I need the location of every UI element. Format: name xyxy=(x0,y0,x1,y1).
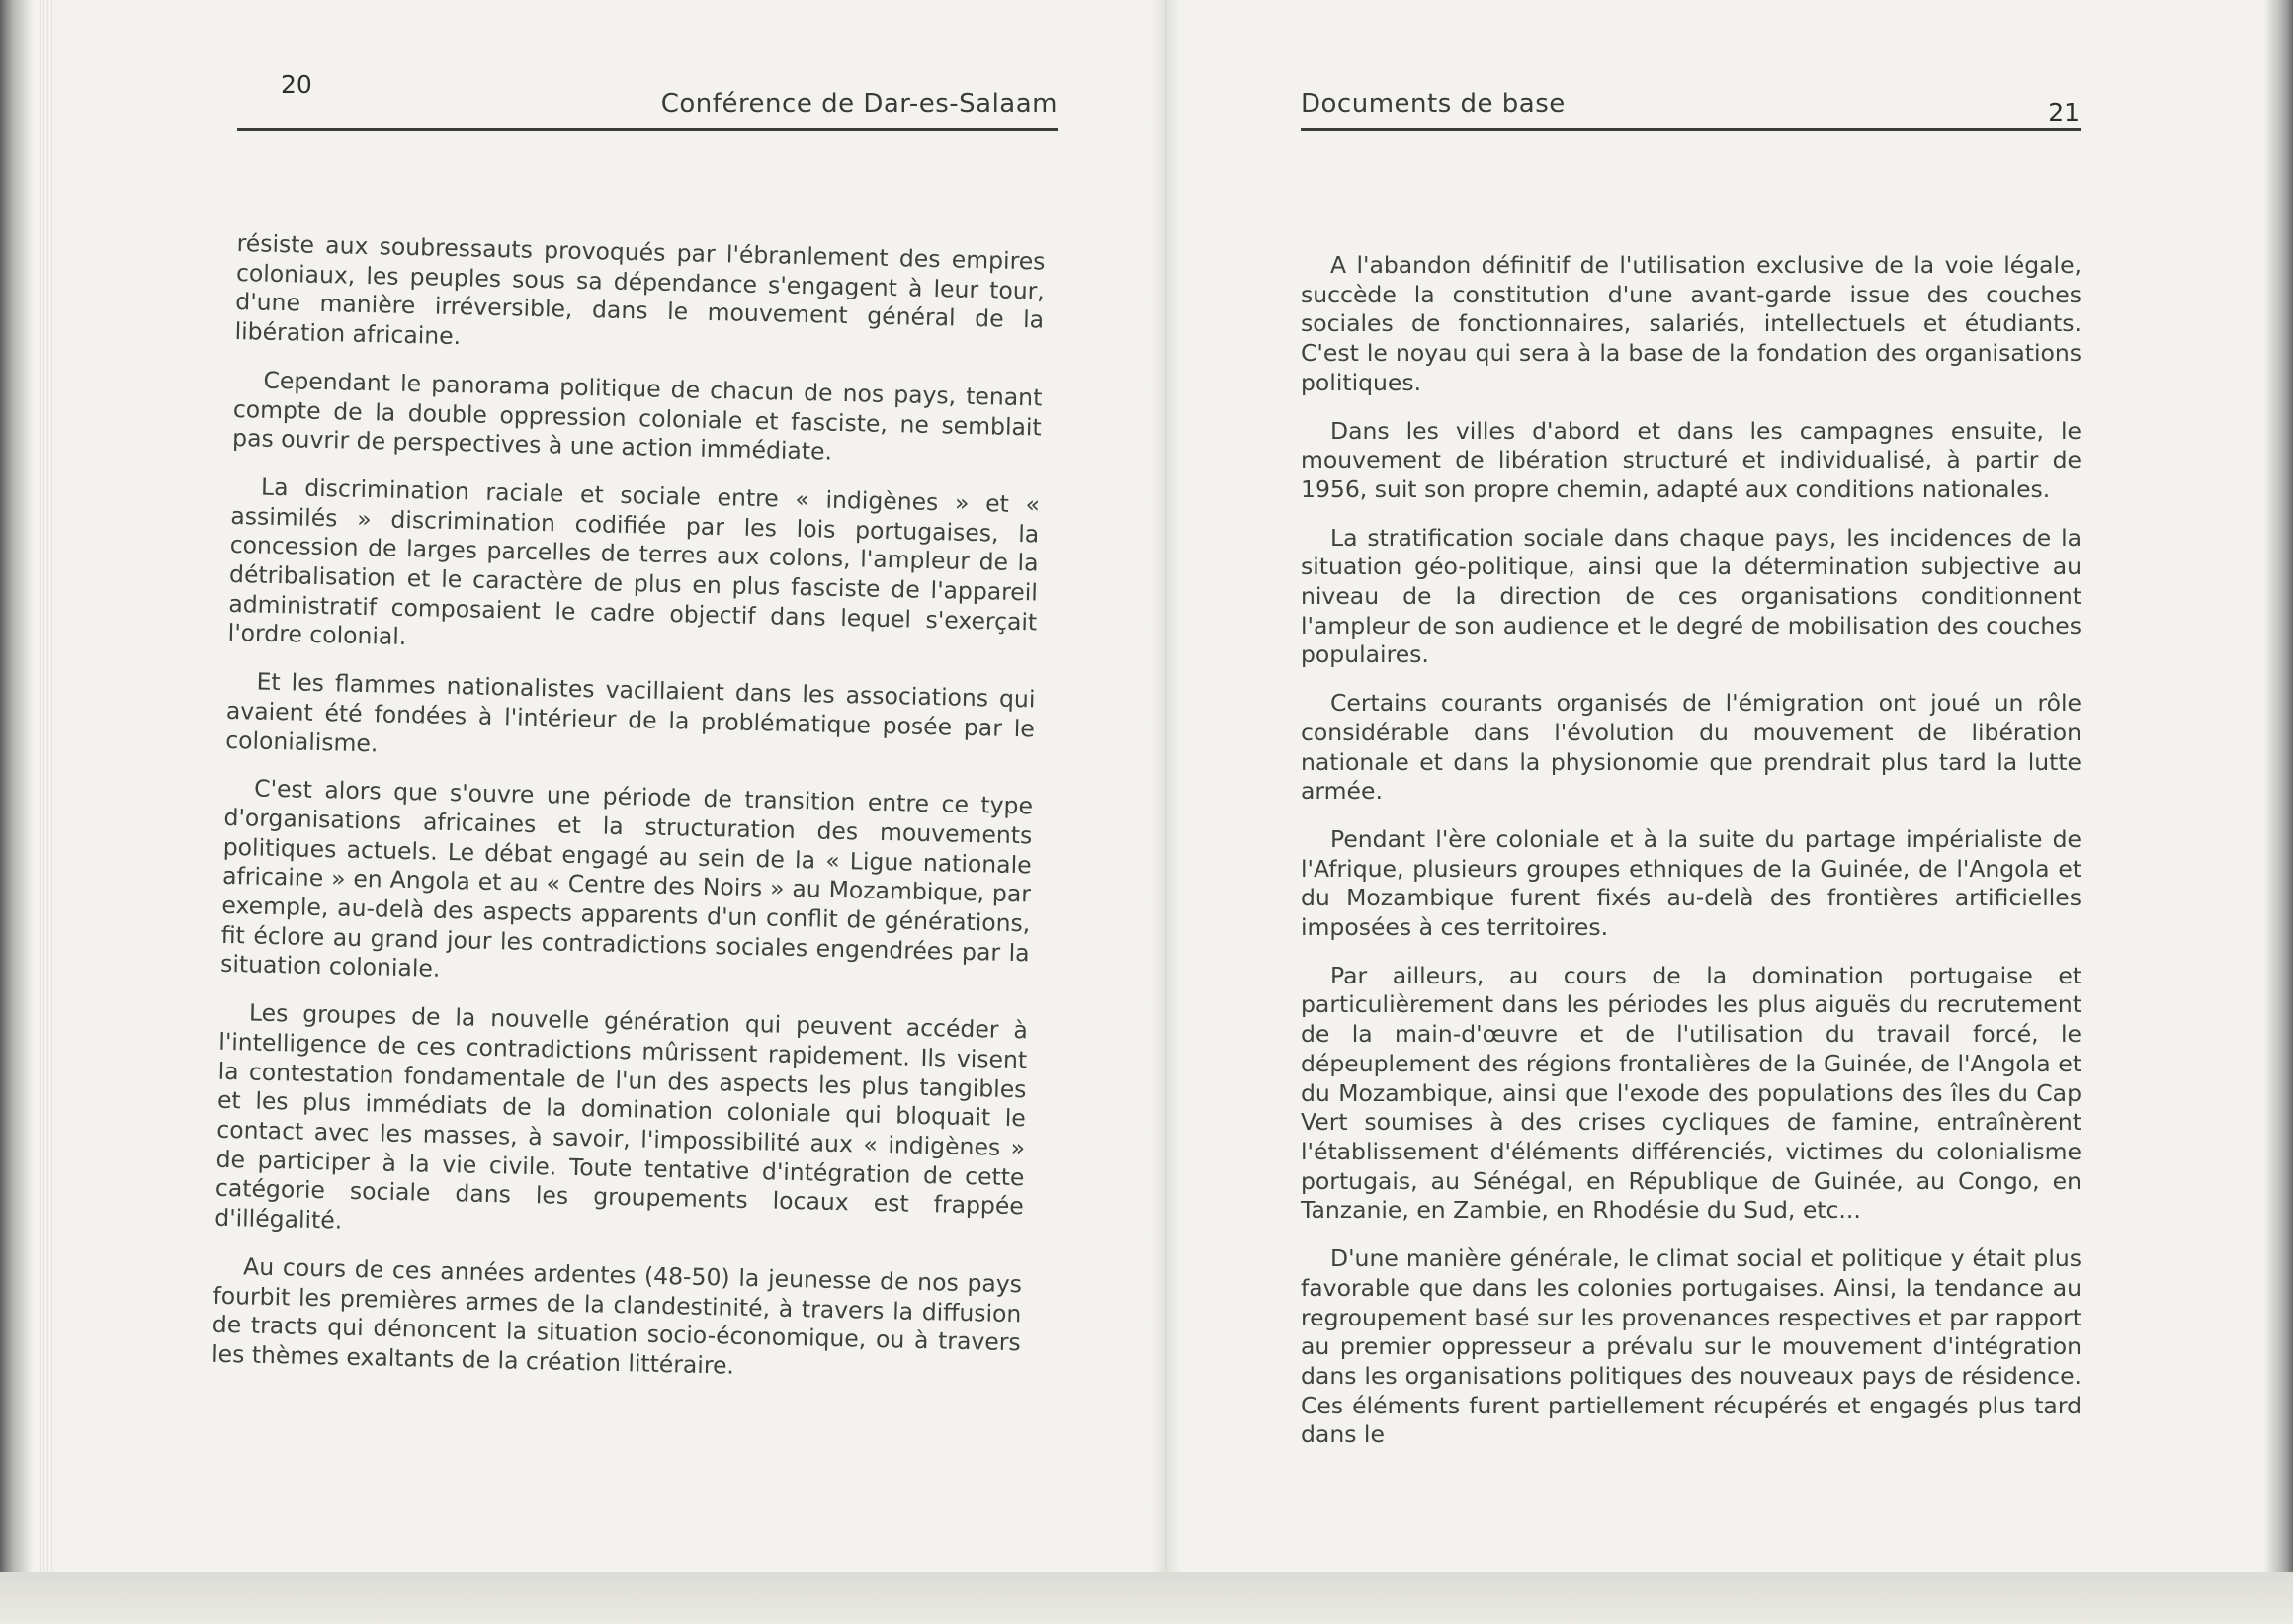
book-gutter xyxy=(1151,0,1181,1572)
page-stack-left xyxy=(40,0,53,1572)
paragraph: Par ailleurs, au cours de la domination portugaise et particulièrement dans les périodes les plus aiguës du recrutement de la main-d'œuvre et de l'utilisation du travail forcé, le dépeuplement des régions frontalières de la Guinée, de l'Angola et du Mozambique, ainsi que l'exode des populations des îles du Cap Vert soumises à des crises cycliques de famine, entraînèrent l'établissement d'éléments différenciés, victimes du colonialisme portugais, au Sénégal, en République de Guinée, au Congo, en Tanzanie, en Zambie, en Rhodésie du Sud, etc... xyxy=(1301,961,2081,1225)
scan-background xyxy=(0,1572,2293,1624)
page-number: 20 xyxy=(281,70,312,99)
paragraph: D'une manière générale, le climat social et politique y était plus favorable que dans les colonies portugaises. Ainsi, la tendance au regroupement basé sur les provenances respectives et par rapport au premier oppresseur a prévalu sur le mouvement d'intégration dans les organisations politiques des nouveaux pays de résidence. Ces éléments furent partiellement récupérés et engagés plus tard dans le xyxy=(1301,1244,2081,1449)
right-page-body xyxy=(1301,251,2081,1469)
paragraph: La stratification sociale dans chaque pays, les incidences de la situation géo-politique, ainsi que la détermination subjective au niveau de la direction de ces organisations conditionnent l'ampleur de son audience et le degré de mobilisation des couches populaires. xyxy=(1301,523,2081,669)
book-edge-left xyxy=(0,0,34,1572)
paragraph: La discrimination raciale et sociale entre « indigènes » et « assimilés » discrimination codifiée par les lois portugaises, la concession de larges parcelles de terres aux colons, l'ampleur de la détribalisation et le caractère de plus en plus fasciste de l'appareil administratif composaient le cadre objectif dans lequel s'exerçait l'ordre colonial. xyxy=(227,472,1041,651)
paragraph: Les groupes de la nouvelle génération qui peuvent accéder à l'intelligence de ces contradictions mûrissent rapidement. Ils visent la contestation fondamentale de l'un des aspects les plus tangibles et les plus immédiats de la domination coloniale qui bloquait le contact avec les masses, à savoir, l'impossibilité aux « indigènes » de participer à la vie civile. Toute tentative d'intégration de cette catégorie sociale dans les groupements locaux est frappée d'illégalité. xyxy=(213,998,1029,1235)
book-edge-right xyxy=(2263,0,2293,1572)
left-page-body xyxy=(211,229,1045,1407)
right-page xyxy=(1301,0,2081,1572)
paragraph: Cependant le panorama politique de chacun de nos pays, tenant compte de la double oppression coloniale et fasciste, ne semblait pas ouvrir de perspectives à une action immédiate. xyxy=(231,366,1043,466)
paragraph: Dans les villes d'abord et dans les campagnes ensuite, le mouvement de libération structuré et individualisé, à partir de 1956, suit son propre chemin, adapté aux conditions nationales. xyxy=(1301,416,2081,503)
paragraph: Au cours de ces années ardentes (48-50) la jeunesse de nos pays fourbit les premières armes de la clandestinité, à travers la diffusion de tracts qui dénoncent la situation socio-économique, ou à travers les thèmes exaltants de la création littéraire. xyxy=(211,1252,1023,1380)
paragraph: C'est alors que s'ouvre une période de transition entre ce type d'organisations africaines et la structuration des mouvements politiques actuels. Le débat engagé au sein de la « Ligue nationale africaine » en Angola et au « Centre des Noirs » au Mozambique, par exemple, au-delà des aspects apparents d'un conflit de générations, fit éclore au grand jour les contradictions sociales engendrées par la situation coloniale. xyxy=(219,774,1034,983)
paragraph: résiste aux soubressauts provoqués par l'ébranlement des empires coloniaux, les peuples sous sa dépendance s'engagent à leur tour, d'une manière irréversible, dans le mouvement général de la libération africaine. xyxy=(234,229,1046,351)
page-number: 21 xyxy=(2048,98,2080,127)
paragraph: Certains courants organisés de l'émigration ont joué un rôle considérable dans l'évolution du mouvement de libération nationale et dans la physionomie que prendrait plus tard la lutte armée. xyxy=(1301,689,2081,806)
paragraph: Pendant l'ère coloniale et à la suite du partage impérialiste de l'Afrique, plusieurs groupes ethniques de la Guinée, de l'Angola et du Mozambique furent fixés au-delà des frontières artificielles imposées à ces territoires. xyxy=(1301,824,2081,942)
paragraph: Et les flammes nationalistes vacillaient dans les associations qui avaient été fondées à l'intérieur de la problématique posée par le colonialisme. xyxy=(224,667,1036,757)
paragraph: A l'abandon définitif de l'utilisation exclusive de la voie légale, succède la constitution d'une avant-garde issue des couches sociales de fonctionnaires, salariés, intellectuels et étudiants. C'est le noyau qui sera à la base de la fondation des organisations politiques. xyxy=(1301,251,2081,396)
running-title: Documents de base xyxy=(1301,89,1566,119)
left-page-header xyxy=(237,63,1058,131)
left-page xyxy=(211,0,1058,1572)
right-page-header xyxy=(1301,63,2081,131)
running-title: Conférence de Dar-es-Salaam xyxy=(660,89,1058,119)
